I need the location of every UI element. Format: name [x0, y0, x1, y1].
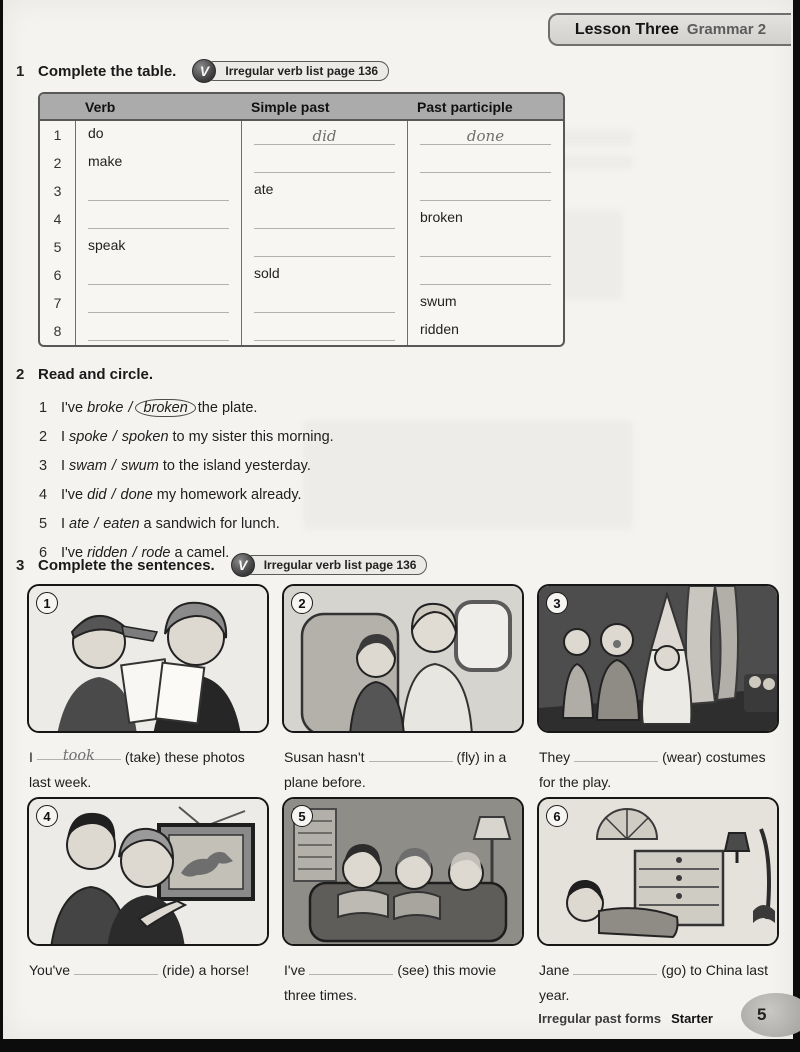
lesson-title: Lesson Three [574, 20, 679, 38]
caption-text: Jane [539, 962, 570, 978]
past-participle-cell[interactable] [407, 121, 563, 149]
row-number: 2 [53, 155, 62, 171]
picture-number: 6 [546, 805, 568, 827]
caption-text: this movie three times. [284, 962, 497, 1003]
row-number: 7 [53, 295, 62, 311]
picture-4 [27, 797, 269, 946]
sentence-text: to my sister this morning. [172, 428, 334, 445]
verb-hint: (see) [397, 962, 430, 978]
row-number: 4 [53, 211, 62, 227]
caption-1 [27, 733, 269, 797]
row-number: 6 [53, 267, 62, 283]
page-footer [538, 1011, 713, 1026]
simple-past-cell: ate [241, 177, 407, 205]
sentence-text: I've [61, 486, 84, 503]
verb-cell[interactable] [75, 205, 241, 233]
separator: / [111, 486, 116, 503]
word-option-2[interactable]: rode [141, 544, 171, 561]
caption-5 [282, 946, 524, 1010]
simple-past-cell: sold [241, 261, 407, 289]
picture-3 [537, 584, 779, 733]
picture-2 [282, 584, 524, 733]
caption-text: They [539, 749, 571, 765]
circle-sentence-3 [39, 451, 334, 480]
caption-text: these photos last week. [29, 749, 245, 790]
word-option-1[interactable]: ate [69, 515, 90, 532]
verb-cell[interactable] [75, 177, 241, 205]
caption-text: a horse! [198, 962, 250, 978]
caption-6 [537, 946, 779, 1010]
footer-topic: Irregular past forms [538, 1011, 662, 1026]
picture-number: 1 [36, 592, 58, 614]
verb-list-icon: V [192, 59, 216, 83]
past-participle-cell: swum [407, 289, 563, 317]
two-boys-looking-at-photos-illustration [29, 586, 269, 733]
separator: / [111, 457, 116, 474]
simple-past-cell[interactable] [241, 317, 407, 345]
answer-blank[interactable] [573, 960, 657, 975]
past-participle-cell[interactable] [407, 261, 563, 289]
exercise1-heading [16, 59, 389, 83]
verb-cell: make [75, 149, 241, 177]
sentence-text: the plate. [197, 399, 258, 416]
table-header-simple-past: Simple past [241, 94, 407, 121]
boys-pointing-at-horse-painting-illustration [29, 799, 269, 946]
separator: / [132, 544, 137, 561]
past-participle-cell[interactable] [407, 149, 563, 177]
answer-blank[interactable] [37, 745, 121, 764]
word-option-1[interactable]: ridden [87, 544, 128, 561]
picture-number: 4 [36, 805, 58, 827]
row-number: 8 [53, 323, 62, 339]
picture-number: 2 [291, 592, 313, 614]
word-option-1[interactable]: did [87, 486, 107, 503]
word-option-2-circled[interactable]: broken [135, 399, 195, 417]
past-participle-cell: broken [407, 205, 563, 233]
answer-blank[interactable] [369, 747, 453, 762]
verb-hint: (go) [661, 962, 687, 978]
exercise3-number: 3 [16, 556, 25, 574]
verb-hint: (fly) [456, 749, 480, 765]
verb-hint: (take) [124, 749, 161, 765]
verb-hint: (ride) [162, 962, 195, 978]
caption-text: I [29, 749, 33, 765]
verb-cell[interactable] [75, 261, 241, 289]
sentence-text: a camel. [174, 544, 230, 561]
table-header-verb: Verb [75, 94, 241, 121]
sentence-number: 6 [39, 544, 48, 561]
simple-past-cell[interactable] [241, 233, 407, 261]
row-number: 5 [53, 239, 62, 255]
girl-lying-in-bedroom-illustration [539, 799, 779, 946]
woman-and-boy-seated-in-plane-illustration [284, 586, 524, 733]
paper [3, 0, 793, 1039]
circle-sentence-2 [39, 422, 334, 451]
separator: / [94, 515, 99, 532]
row-number: 3 [53, 183, 62, 199]
simple-past-cell[interactable] [241, 121, 407, 149]
handwritten-answer: done [466, 127, 505, 145]
family-watching-movie-on-couch-illustration [284, 799, 524, 946]
verb-cell: speak [75, 233, 241, 261]
table-header-empty [40, 94, 75, 121]
caption-text: I've [284, 962, 306, 978]
verb-list-badge [231, 553, 428, 577]
exercise3-title: Complete the sentences. [38, 556, 215, 574]
sentence-text: I've [61, 399, 84, 416]
circle-sentence-list [39, 393, 334, 567]
sentence-text: I [61, 428, 66, 445]
caption-text: You've [29, 962, 71, 978]
caption-text: Susan hasn't [284, 749, 365, 765]
exercise2-heading [16, 366, 153, 383]
picture-1 [27, 584, 269, 733]
children-in-costumes-on-stage-illustration [539, 586, 779, 733]
picture-6 [537, 797, 779, 946]
verb-cell[interactable] [75, 317, 241, 345]
handwritten-answer: took [62, 748, 95, 764]
word-option-1[interactable]: swam [69, 457, 107, 474]
caption-3 [537, 733, 779, 797]
simple-past-cell[interactable] [241, 205, 407, 233]
verb-list-icon: V [231, 553, 255, 577]
simple-past-cell[interactable] [241, 289, 407, 317]
exercise2-title: Read and circle. [38, 366, 154, 383]
lesson-subtitle: Grammar 2 [686, 21, 767, 38]
past-participle-cell: ridden [407, 317, 563, 345]
picture-number: 5 [291, 805, 313, 827]
separator: / [112, 428, 117, 445]
footer-level: Starter [671, 1011, 713, 1026]
picture-number: 3 [546, 592, 568, 614]
past-participle-cell[interactable] [407, 233, 563, 261]
verb-cell: do [75, 121, 241, 149]
sentence-text: I [61, 515, 66, 532]
sentence-text: I [61, 457, 66, 474]
simple-past-cell[interactable] [241, 149, 407, 177]
table-header-past-participle: Past participle [407, 94, 563, 121]
picture-5 [282, 797, 524, 946]
caption-text: costumes for the play. [539, 749, 766, 790]
answer-blank[interactable] [574, 747, 658, 762]
page-number-corner [741, 993, 800, 1037]
sentence-text: to the island yesterday. [162, 457, 311, 474]
sentence-text: my homework already. [156, 486, 302, 503]
verb-cell[interactable] [75, 289, 241, 317]
picture-sentence-grid [27, 584, 779, 1010]
verb-list-label: Irregular verb list page 136 [243, 555, 428, 575]
caption-text: in a plane before. [284, 749, 507, 790]
exercise2-number: 2 [16, 366, 25, 383]
word-option-1[interactable]: spoke [69, 428, 108, 445]
sentence-number: 1 [39, 399, 48, 416]
past-participle-cell[interactable] [407, 177, 563, 205]
verb-list-badge [192, 59, 389, 83]
word-option-2[interactable]: done [120, 486, 153, 503]
circle-sentence-5 [39, 509, 334, 538]
caption-4 [27, 946, 269, 1010]
sentence-text: a sandwich for lunch. [143, 515, 280, 532]
exercise1-number: 1 [16, 62, 25, 80]
separator: / [128, 399, 133, 416]
circle-sentence-1 [39, 393, 334, 422]
word-option-2[interactable]: spoken [121, 428, 169, 445]
exercise3-heading [16, 553, 427, 577]
exercise1-title: Complete the table. [38, 62, 177, 80]
caption-2 [282, 733, 524, 797]
circle-sentence-4 [39, 480, 334, 509]
word-option-2[interactable]: eaten [103, 515, 140, 532]
lesson-header [548, 13, 791, 46]
row-number: 1 [53, 127, 62, 143]
handwritten-answer: did [312, 127, 337, 145]
verb-list-label: Irregular verb list page 136 [204, 61, 389, 81]
word-option-1[interactable]: broke [87, 399, 124, 416]
word-option-2[interactable]: swum [120, 457, 159, 474]
page-number: 5 [757, 1005, 767, 1024]
sentence-number: 5 [39, 515, 48, 532]
irregular-verbs-table [38, 92, 565, 347]
answer-blank[interactable] [309, 960, 393, 975]
sentence-text: I've [61, 544, 84, 561]
answer-blank[interactable] [74, 960, 158, 975]
sentence-number: 2 [39, 428, 48, 445]
sentence-number: 4 [39, 486, 48, 503]
sentence-number: 3 [39, 457, 48, 474]
verb-hint: (wear) [662, 749, 702, 765]
caption-text: to China last year. [539, 962, 768, 1003]
